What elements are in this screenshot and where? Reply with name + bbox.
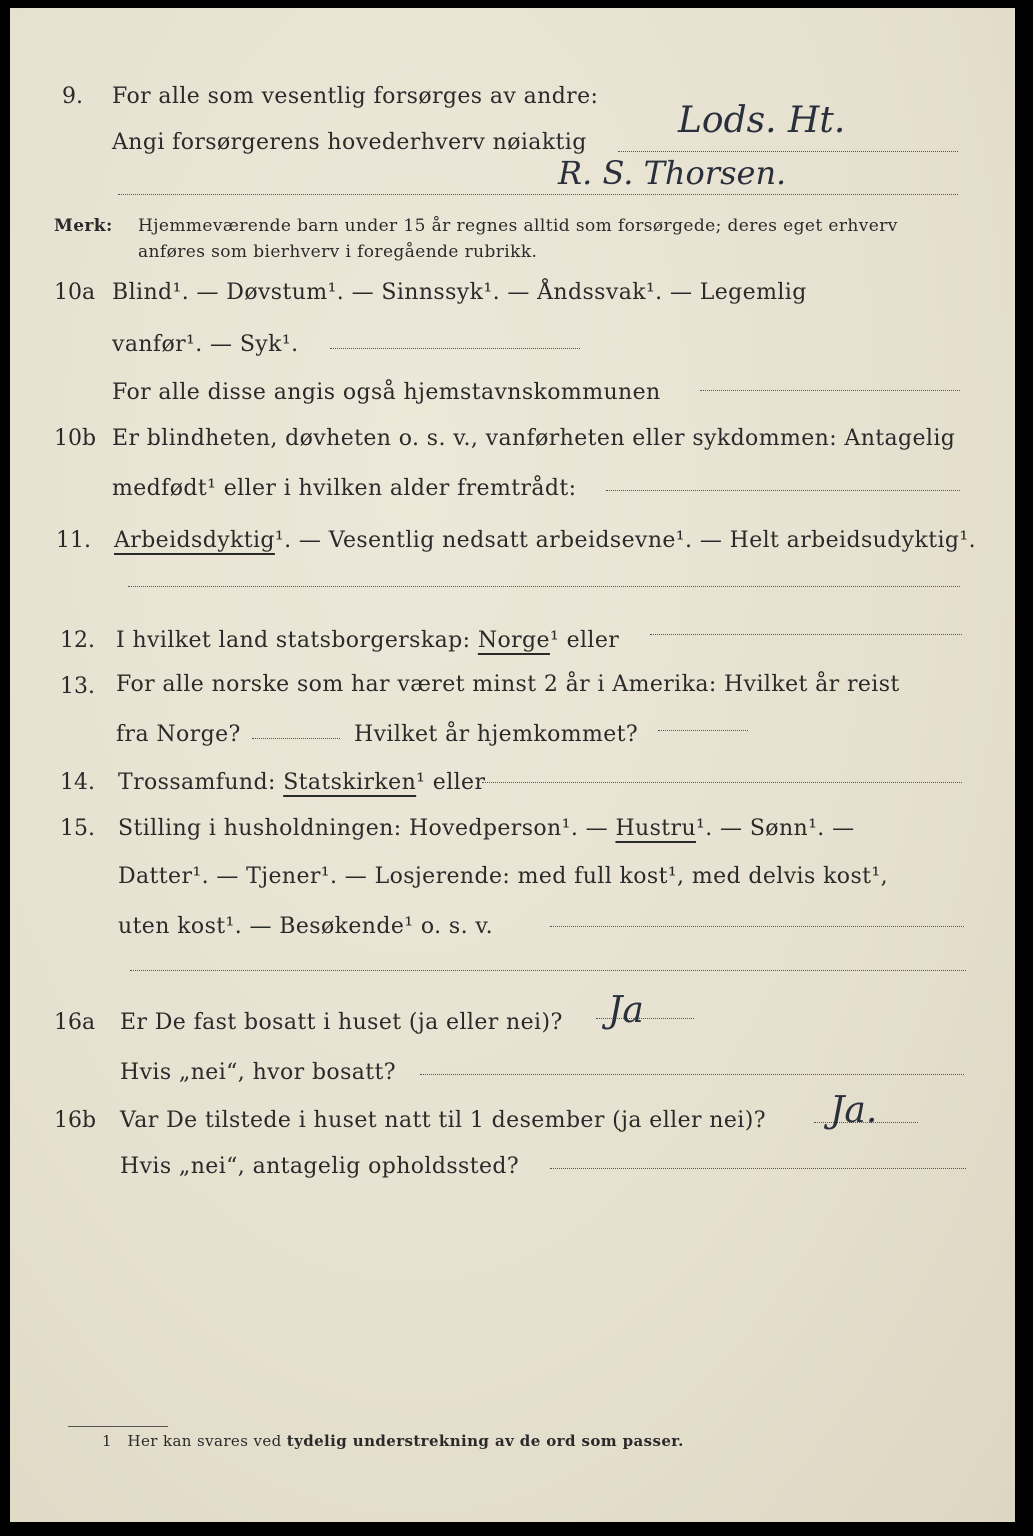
q12-number: 12. <box>60 628 95 653</box>
q9-answer-line-2 <box>118 194 958 195</box>
footnote-rule <box>68 1426 168 1427</box>
merk-line2: anføres som bierhverv i foregående rubrikk. <box>138 242 538 262</box>
q15-suffix: ¹. — Sønn¹. — <box>696 816 855 841</box>
q13-return-line <box>658 730 748 731</box>
q10b-line2: medfødt¹ eller i hvilken alder fremtrådt: <box>112 476 577 501</box>
q16a-handwritten-answer: Ja <box>608 990 644 1031</box>
q13-line2b: Hvilket år hjemkommet? <box>354 722 639 747</box>
q10b-answer-line <box>606 490 960 491</box>
q16b-line1: Var De tilstede i huset natt til 1 desember (ja eller nei)? <box>120 1108 766 1133</box>
q10a-line2: vanfør¹. — Syk¹. <box>112 332 299 357</box>
q16a-line2: Hvis „nei“, hvor bosatt? <box>120 1060 396 1085</box>
census-form-page <box>10 8 1015 1522</box>
merk-label: Merk: <box>54 216 113 236</box>
merk-line1: Hjemmeværende barn under 15 år regnes alltid som forsørgede; deres eget erhverv <box>138 216 898 236</box>
q15-answer-line-2 <box>130 970 966 971</box>
q10b-line1: Er blindheten, døvheten o. s. v., vanførheten eller sykdommen: Antagelig <box>112 426 956 451</box>
q10a-line3: For alle disse angis også hjemstavnskommunen <box>112 380 661 405</box>
q15-number: 15. <box>60 816 95 841</box>
q12-answer-line <box>650 634 962 635</box>
q10a-answer-line <box>330 348 580 349</box>
q13-departure-line <box>252 738 340 739</box>
q9-handwritten-name: R. S. Thorsen. <box>558 154 787 192</box>
footnote-bold-text: tydelig understrekning av de ord som passer. <box>286 1432 684 1450</box>
q10a-number: 10a <box>54 280 96 305</box>
q12-prefix: I hvilket land statsborgerskap: <box>116 628 471 653</box>
footnote <box>102 1432 684 1450</box>
q13-number: 13. <box>60 674 95 699</box>
q9-answer-line <box>618 151 958 152</box>
q15-answer-line <box>550 926 964 927</box>
q16a-number: 16a <box>54 1010 96 1035</box>
q15-selected-option: Hustru <box>615 816 697 841</box>
q9-number: 9. <box>62 84 83 109</box>
q10b-number: 10b <box>54 426 97 451</box>
q15-line2: Datter¹. — Tjener¹. — Losjerende: med full kost¹, med delvis kost¹, <box>118 864 888 889</box>
q12-selected-option: Norge <box>477 628 550 653</box>
q16a-line1: Er De fast bosatt i huset (ja eller nei)? <box>120 1010 563 1035</box>
q11-line <box>114 528 976 553</box>
q15-line3: uten kost¹. — Besøkende¹ o. s. v. <box>118 914 493 939</box>
footnote-mark: 1 <box>102 1432 112 1450</box>
q13-line2a: fra Norge? <box>116 722 241 747</box>
q14-number: 14. <box>60 770 95 795</box>
q10a-hometown-line <box>700 390 960 391</box>
q9-handwritten-occupation: Lods. Ht. <box>678 100 846 141</box>
q14-suffix: ¹ eller <box>416 770 486 795</box>
q9-line1: For alle som vesentlig forsørges av andre: <box>112 84 599 109</box>
q16b-number: 16b <box>54 1108 97 1133</box>
q12-suffix: ¹ eller <box>549 628 620 653</box>
q9-line2: Angi forsørgerens hovederhverv nøiaktig <box>112 130 587 155</box>
q16a-residence-line <box>420 1074 964 1075</box>
q11-answer-line <box>128 586 960 587</box>
q11-number: 11. <box>56 528 91 553</box>
q13-line1: For alle norske som har været minst 2 år i Amerika: Hvilket år reist <box>116 672 900 697</box>
q10a-line1: Blind¹. — Døvstum¹. — Sinnssyk¹. — Åndssvak¹. — Legemlig <box>112 280 807 305</box>
q16b-line2: Hvis „nei“, antagelig opholdssted? <box>120 1154 520 1179</box>
q11-selected-option: Arbeidsdyktig <box>114 528 275 553</box>
q14-answer-line <box>482 782 962 783</box>
q15-line1 <box>118 816 855 841</box>
q14-prefix: Trossamfund: <box>118 770 276 795</box>
q12-line <box>116 628 619 653</box>
q15-prefix: Stilling i husholdningen: Hovedperson¹. — <box>118 816 609 841</box>
q14-line <box>118 770 485 795</box>
q11-rest: ¹. — Vesentlig nedsatt arbeidsevne¹. — Helt arbeidsudyktig¹. <box>274 528 977 553</box>
footnote-text: Her kan svares ved <box>127 1432 282 1450</box>
q16b-location-line <box>550 1168 966 1169</box>
q14-selected-option: Statskirken <box>283 770 417 795</box>
q16b-handwritten-answer: Ja. <box>830 1090 878 1131</box>
